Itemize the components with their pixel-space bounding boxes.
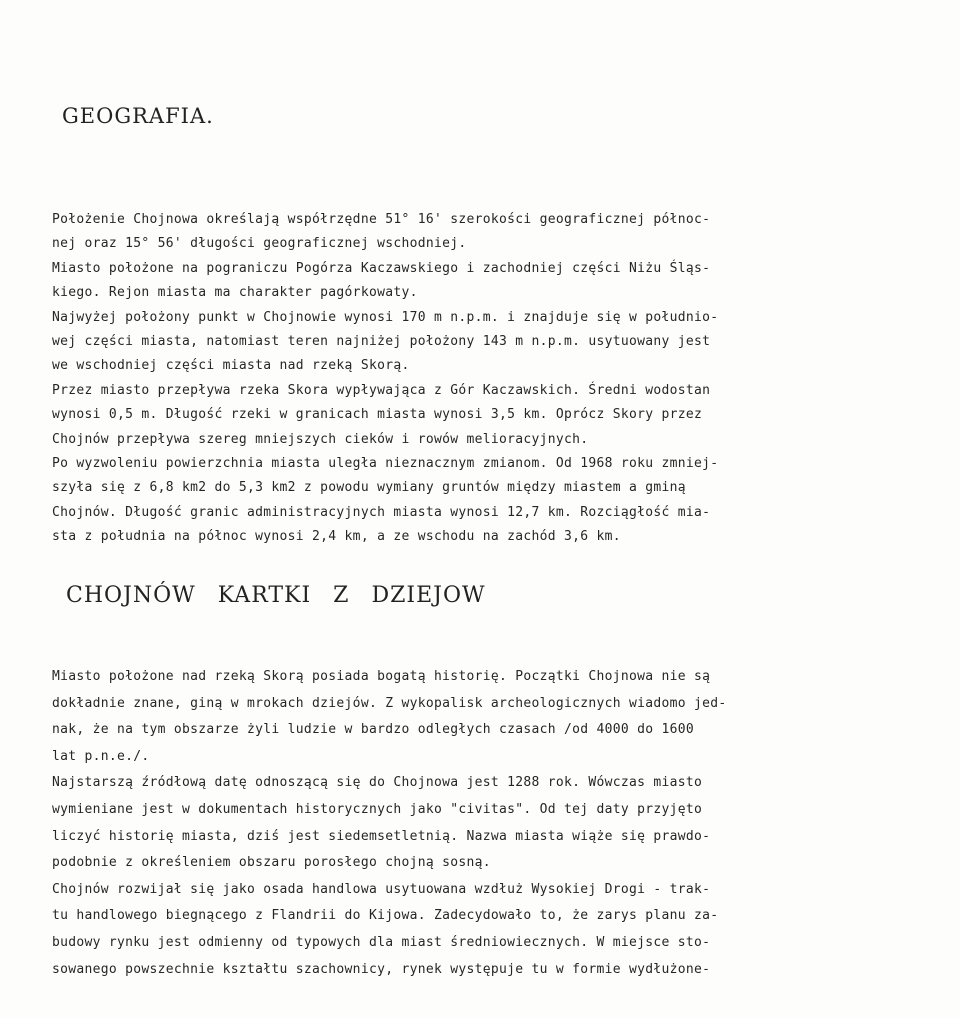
text-line: nej oraz 15° 56' długości geograficznej wschodniej. — [52, 236, 467, 252]
text-line: lat p.n.e./. — [52, 748, 150, 764]
geography-text-block — [52, 208, 902, 549]
text-line: Miasto położone nad rzeką Skorą posiada bogatą historię. Początki Chojnowa nie są — [52, 669, 711, 684]
section-title-chojnow-kartki-z-dziejow: CHOJNÓW KARTKI Z DZIEJOW — [66, 583, 486, 608]
text-line: kiego. Rejon miasta ma charakter pagórkowaty. — [52, 285, 418, 301]
text-line: wymieniane jest w dokumentach historycznych jako "civitas". Od tej daty przyjęto — [52, 801, 703, 817]
text-line: Najstarszą źródłową datę odnoszącą się do Chojnowa jest 1288 rok. Wówczas miasto — [52, 775, 703, 791]
text-line: Chojnów przepływa szereg mniejszych cieków i rowów melioracyjnych. — [52, 431, 589, 447]
history-text-block — [52, 664, 902, 983]
text-line: szyła się z 6,8 km2 do 5,3 km2 z powodu wymiany gruntów między miastem a gminą — [52, 480, 686, 496]
text-line: podobnie z określeniem obszaru porosłego chojną sosną. — [52, 855, 491, 871]
text-line: liczyć historię miasta, dziś jest siedemsetletnią. Nazwa miasta wiąże się prawdo- — [52, 828, 711, 844]
text-line: sowanego powszechnie kształtu szachownicy, rynek występuje tu w formie wydłużone- — [52, 961, 711, 977]
text-line: Położenie Chojnowa określają współrzędne 51° 16' szerokości geograficznej północ- — [52, 212, 711, 227]
text-line: Chojnów rozwijał się jako osada handlowa usytuowana wzdłuż Wysokiej Drogi - trak- — [52, 881, 711, 897]
text-line: Przez miasto przepływa rzeka Skora wypływająca z Gór Kaczawskich. Średni wodostan — [52, 382, 711, 398]
text-line: sta z południa na północ wynosi 2,4 km, a ze wschodu na zachód 3,6 km. — [52, 529, 621, 545]
text-line: Miasto położone na pograniczu Pogórza Kaczawskiego i zachodniej części Niżu Śląs- — [52, 260, 711, 276]
text-line: tu handlowego biegnącego z Flandrii do Kijowa. Zadecydowało to, że zarys planu za- — [52, 908, 719, 924]
text-line: dokładnie znane, giną w mrokach dziejów. Z wykopalisk archeologicznych wiadomo jed- — [52, 695, 727, 711]
text-line: Najwyżej położony punkt w Chojnowie wynosi 170 m n.p.m. i znajduje się w południo- — [52, 309, 719, 325]
text-line: Chojnów. Długość granic administracyjnych miasta wynosi 12,7 km. Rozciągłość mia- — [52, 504, 711, 520]
text-line: Po wyzwoleniu powierzchnia miasta uległa nieznacznym zmianom. Od 1968 roku zmniej- — [52, 455, 719, 471]
text-line: wynosi 0,5 m. Długość rzeki w granicach miasta wynosi 3,5 km. Oprócz Skory przez — [52, 407, 703, 423]
text-line: nak, że na tym obszarze żyli ludzie w bardzo odległych czasach /od 4000 do 1600 — [52, 722, 695, 738]
text-line: we wschodniej części miasta nad rzeką Skorą. — [52, 358, 410, 374]
text-line: wej części miasta, natomiast teren najniżej położony 143 m n.p.m. usytuowany jest — [52, 333, 711, 349]
section-title-geografia: GEOGRAFIA. — [62, 104, 214, 128]
text-line: budowy rynku jest odmienny od typowych dla miast średniowiecznych. W miejsce sto- — [52, 934, 711, 950]
